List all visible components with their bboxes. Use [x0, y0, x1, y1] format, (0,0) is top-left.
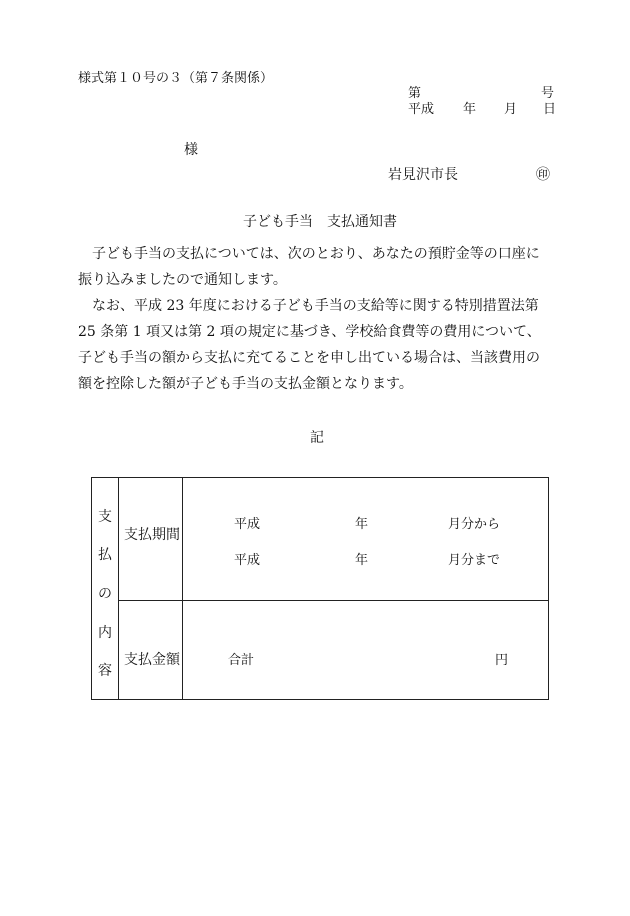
document-title: 子ども手当 支払通知書 — [243, 214, 397, 230]
ref-no-dai: 第 — [408, 86, 422, 101]
ki-label: 記 — [310, 430, 324, 446]
period-to-month: 月分まで — [448, 553, 501, 568]
table-row-divider — [118, 600, 548, 601]
form-label: 様式第１０号の３（第７条関係） — [78, 71, 274, 86]
table-divider-label — [182, 478, 183, 699]
issuer: 岩見沢市長 — [388, 167, 458, 183]
period-to-era: 平成 — [234, 553, 261, 568]
addressee-suffix: 様 — [184, 142, 198, 158]
side-label-char: 支 — [98, 509, 112, 525]
side-label-char: の — [98, 586, 112, 602]
ref-no-go: 号 — [541, 86, 555, 101]
seal-mark: ㊞ — [536, 167, 550, 183]
period-to-year: 年 — [355, 553, 369, 568]
date-year: 年 — [463, 102, 477, 117]
yen-unit: 円 — [495, 653, 509, 668]
date-era: 平成 — [408, 102, 435, 117]
paragraph-2: なお、平成 23 年度における子ども手当の支給等に関する特別措置法第 25 条第 1 項又は第 2 項の規定に基づき、学校給食費等の費用について、子ども手当の額から支払に充てることを申し出ている場合は、当該費用の額を控除した額が子ども手当の支払金額となります。 — [78, 298, 541, 392]
period-label: 支払期間 — [124, 527, 180, 543]
side-label-char: 内 — [98, 625, 112, 641]
total-label: 合計 — [228, 653, 255, 668]
payment-details-table — [91, 477, 549, 700]
date-day: 日 — [543, 102, 557, 117]
period-from-era: 平成 — [234, 517, 261, 532]
period-from-year: 年 — [355, 517, 369, 532]
amount-label: 支払金額 — [124, 652, 180, 668]
paragraph-1: 子ども手当の支払については、次のとおり、あなたの預貯金等の口座に振り込みましたので通知します。 — [78, 246, 540, 288]
date-month: 月 — [504, 102, 518, 117]
side-label-char: 容 — [98, 663, 112, 679]
side-label-char: 払 — [98, 547, 112, 563]
table-divider-side — [118, 478, 119, 699]
period-from-month: 月分から — [448, 517, 501, 532]
